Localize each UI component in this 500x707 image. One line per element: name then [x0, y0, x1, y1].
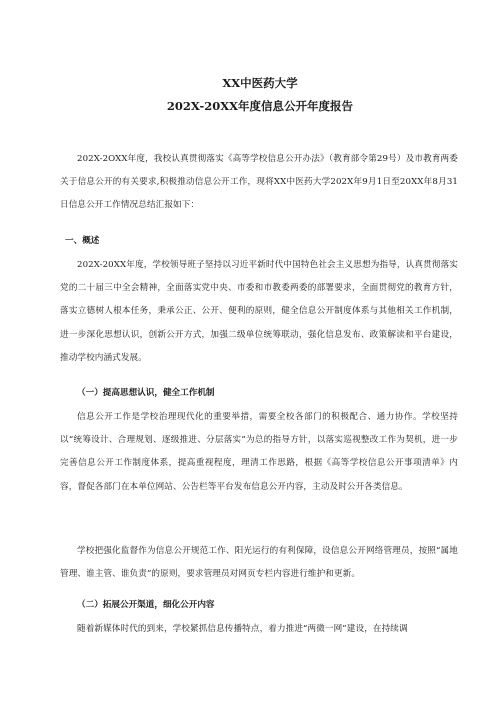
intro-paragraph: 202X-2OXX年度，我校认真贯彻落实《高等学校信息公开办法》（教育部令第29号）及市教育两委关于信息公开的有关要求,积极推动信息公开工作，现将XX中医药大学202X年9月1日至20XX年8月31日信息公开工作情况总结汇报如下：	[60, 154, 458, 211]
channels-paragraph: 随着新媒体时代的到来，学校紧抓信息传播特点，着力推进“两微一网”建设，在持续调	[77, 624, 408, 634]
document-page	[60, 0, 460, 707]
document-title-report: 202X-20XX年度信息公开年度报告	[166, 99, 354, 113]
section-heading-overview: 一、概述	[65, 236, 100, 246]
document-title-university: XX中医药大学	[222, 76, 298, 90]
subsection-heading-ideology: （一）提高思想认识，健全工作机制	[77, 388, 215, 398]
ideology-paragraph-1: 信息公开工作是学校治理现代化的重要举措，需要全校各部门的积极配合、通力协作。学校坚持以“统筹设计、合理规划、逐级推进、分层落实”为总的指导方针，以落实巡视整改工作为契机，进一步完善信息公开工作制度体系，提高重视程度，理清工作思路，根据《高等学校信息公开事项清单》内容，督促各部门在本单位网站、公告栏等平台发布信息公开内容，主动及时公开各类信息。	[60, 412, 458, 492]
overview-paragraph: 202X-20XX年度，学校领导班子坚持以习近平新时代中国特色社会主义思想为指导，认真贯彻落实党的二十届三中全会精神，全面落实党中央、市委和市教委两委的部署要求，全面贯彻党的教育方针，落实立德树人根本任务，秉承公正、公开、便利的原则，健全信息公开制度体系与其他相关工作机制，进一步深化思想认识，创新公开方式，加强二级单位统筹联动，强化信息发布、政策解读和平台建设，推动学校内涵式发展。	[60, 260, 458, 363]
ideology-paragraph-2: 学校把强化监督作为信息公开规范工作、阳光运行的有利保障，设信息公开网络管理员，按照“属地管理、谁主管、谁负责”的原则，要求管理员对网页专栏内容进行维护和更新。	[60, 546, 458, 580]
subsection-heading-channels: （二）拓展公开渠道，细化公开内容	[77, 600, 215, 610]
